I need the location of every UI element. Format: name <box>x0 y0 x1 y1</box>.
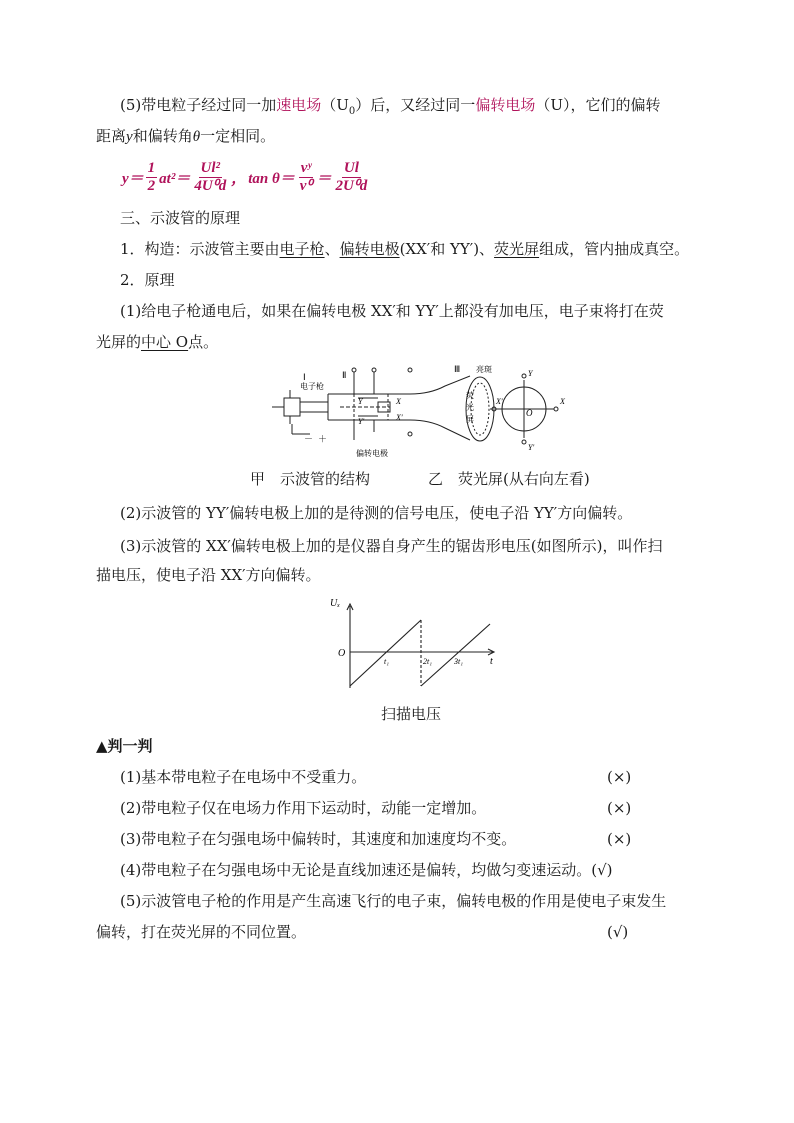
formula-eq: ＝ <box>316 170 332 187</box>
label-x-plate: X <box>396 397 401 406</box>
label-electron-gun: 电子枪 <box>300 382 324 391</box>
item1-text: 1．构造：示波管主要由 <box>120 240 280 258</box>
oscilloscope-diagram <box>270 364 590 460</box>
frac-den: 4U⁰d <box>194 177 227 194</box>
label-screen-1: 荧 <box>466 391 474 400</box>
label-electrodes: 偏转电极 <box>356 449 388 458</box>
p2-text: (2)示波管的 YY′偏转电极上加的是待测的信号电压，使电子沿 YY′方向偏转。 <box>120 504 633 522</box>
label-xprime-plate: X′ <box>396 413 403 422</box>
p1-text: 点。 <box>188 333 219 351</box>
para5-text: （U <box>321 96 349 114</box>
subscript: 0 <box>348 106 356 117</box>
sawtooth-ramp-2 <box>421 624 490 686</box>
accel-field-term: 速电场 <box>276 96 322 114</box>
frac-num: Ul <box>343 159 359 176</box>
judge-item-4: (4)带电粒子在匀强电场中无论是直线加速还是偏转，均做匀变速运动。(√) <box>120 861 613 879</box>
fraction-half <box>146 160 158 195</box>
chart-xlabel: t <box>490 656 493 667</box>
label-screen-2: 光 <box>466 403 474 412</box>
judge-item-2: (2)带电粒子仅在电场力作用下运动时，动能一定增加。 <box>120 799 487 817</box>
frac-den: 2 <box>147 177 156 194</box>
label-y-plate: Y <box>358 397 363 406</box>
term-screen: 荧光屏 <box>494 240 540 258</box>
judge-mark-5: (√) <box>607 923 629 941</box>
para5-line2 <box>96 121 702 153</box>
label-i: Ⅰ <box>303 372 306 382</box>
frac-num: vʸ <box>300 159 312 176</box>
judge-mark-2: (×) <box>607 799 632 817</box>
frac-num: Ul² <box>200 159 221 176</box>
judge-mark-1: (×) <box>607 768 632 786</box>
frac-den: v⁰ <box>299 177 313 194</box>
label-screen-3: 屏 <box>466 415 474 424</box>
item1-structure <box>120 234 726 265</box>
item1-text: 组成，管内抽成真空。 <box>539 240 690 258</box>
caption-right: 乙 荧光屏(从右向左看) <box>428 470 590 488</box>
term-deflect-electrode: 偏转电极 <box>339 240 400 258</box>
item2-principle: 2．原理 <box>120 271 175 289</box>
tick-t1: t₁ <box>384 657 390 666</box>
p3-line2: 描电压，使电子沿 XX′方向偏转。 <box>96 566 321 584</box>
frac-num: 1 <box>147 159 156 176</box>
section-title: 三、示波管的原理 <box>120 209 241 227</box>
para5-text: (5)带电粒子经过同一加 <box>120 96 277 114</box>
formula-sep: ， <box>231 170 247 187</box>
formula-at2: at²＝ <box>159 170 191 187</box>
para5-text: 和偏转角 <box>132 127 193 145</box>
label-screen-o: O <box>526 408 533 418</box>
para5-text: 距离 <box>96 127 127 145</box>
tick-3t1: 3t₁ <box>454 657 464 666</box>
fraction-ul <box>333 160 369 195</box>
chart-caption: 扫描电压 <box>381 705 442 723</box>
para5-text: ）后，又经过同一 <box>355 96 476 114</box>
p1-line2 <box>96 327 702 358</box>
formula-tan: tan θ＝ <box>248 170 295 187</box>
label-plus: ＋ <box>318 434 328 444</box>
chart-origin: O <box>338 648 346 659</box>
var-y: y <box>126 129 133 145</box>
fraction-vy-v0 <box>298 160 315 195</box>
label-screen-xprime: X′ <box>496 397 503 406</box>
label-iii: Ⅲ <box>454 364 461 374</box>
formula-y: y＝ <box>122 170 144 187</box>
caption-left: 甲 示波管的结构 <box>250 470 371 488</box>
p1-text: 光屏的 <box>96 333 142 351</box>
p1-line1: (1)给电子枪通电后，如果在偏转电极 XX′和 YY′上都没有加电压，电子束将打在荧 <box>120 302 664 320</box>
item1-text: (XX′和 YY′)、 <box>399 240 495 258</box>
deflect-field-term: 偏转电场 <box>475 96 536 114</box>
term-electron-gun: 电子枪 <box>279 240 325 258</box>
label-bright-spot: 亮斑 <box>476 365 492 374</box>
deflection-formula <box>122 156 371 198</box>
label-screen-y: Y <box>528 369 533 378</box>
sawtooth-chart <box>326 594 506 692</box>
item1-text: 、 <box>324 240 340 258</box>
tick-2t1: 2t₁ <box>423 657 433 666</box>
judge-item-5-line1: (5)示波管电子枪的作用是产生高速飞行的电子束，偏转电极的作用是使电子束发生 <box>120 892 667 910</box>
para5-text: （U），它们的偏转 <box>535 96 661 114</box>
para5-text: 一定相同。 <box>200 127 276 145</box>
judge-item-3: (3)带电粒子在匀强电场中偏转时，其速度和加速度均不变。 <box>120 830 517 848</box>
judge-mark-3: (×) <box>607 830 632 848</box>
label-screen-x: X <box>560 397 565 406</box>
judge-title: ▲判一判 <box>96 737 153 755</box>
p3-line1: (3)示波管的 XX′偏转电极上加的是仪器自身产生的锯齿形电压(如图所示)，叫作扫 <box>120 537 663 555</box>
judge-item-1: (1)基本带电粒子在电场中不受重力。 <box>120 768 367 786</box>
term-center-o: 中心 O <box>141 333 189 351</box>
var-theta: θ <box>192 129 201 145</box>
label-screen-yprime: Y′ <box>528 443 535 452</box>
label-minus: － <box>304 434 314 444</box>
frac-den: 2U⁰d <box>335 177 368 194</box>
judge-item-5-line2: 偏转，打在荧光屏的不同位置。 <box>96 923 307 941</box>
label-ii: Ⅱ <box>342 370 347 380</box>
fraction-ul2 <box>192 160 228 195</box>
label-yprime-plate: Y′ <box>358 417 365 426</box>
sawtooth-ramp-1 <box>350 620 421 686</box>
chart-ylabel: Uₓ <box>330 598 341 609</box>
